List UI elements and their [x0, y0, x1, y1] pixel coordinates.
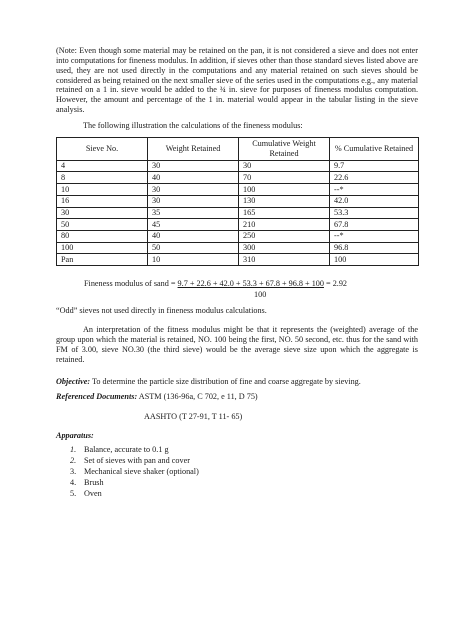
table-cell: 310: [239, 254, 330, 266]
table-row: [57, 230, 419, 242]
table-cell: 42.0: [330, 195, 419, 207]
objective-text: To determine the particle size distribution of fine and coarse aggregate by sieving.: [90, 376, 361, 386]
table-cell: 40: [148, 230, 239, 242]
odd-sieves-note: “Odd” sieves not used directly in fineness modulus calculations.: [56, 305, 267, 315]
table-header-row: [57, 137, 419, 160]
fineness-modulus-formula: [84, 279, 418, 289]
table-row: [57, 172, 419, 184]
list-item: 1. Balance, accurate to 0.1 g: [70, 445, 169, 455]
table-cell: 70: [239, 172, 330, 184]
table-cell: 53.3: [330, 207, 419, 219]
column-header-percent-cumulative: % Cumulative Retained: [330, 137, 419, 160]
table-cell: 250: [239, 230, 330, 242]
table-cell: 300: [239, 242, 330, 254]
table-cell: 30: [239, 160, 330, 172]
table-cell: 130: [239, 195, 330, 207]
table-cell: --*: [330, 184, 419, 196]
table-row: [57, 195, 419, 207]
table-row: [57, 242, 419, 254]
document-page: [56, 46, 418, 499]
list-item: 5. Oven: [70, 488, 102, 498]
table-cell: 100: [57, 242, 148, 254]
fineness-modulus-table: [56, 137, 419, 266]
formula-result: = 2.92: [323, 278, 348, 288]
table-cell: 80: [57, 230, 148, 242]
list-item: 3. Mechanical sieve shaker (optional): [70, 466, 199, 476]
table-cell: 10: [57, 184, 148, 196]
table-row: [57, 207, 419, 219]
table-cell: 50: [148, 242, 239, 254]
table-cell: 100: [330, 254, 419, 266]
table-cell: 9.7: [330, 160, 419, 172]
apparatus-heading: Apparatus:: [56, 431, 94, 441]
formula-numerator: 9.7 + 22.6 + 42.0 + 53.3 + 67.8 + 96.8 + 100: [177, 278, 324, 288]
list-item: 4. Brush: [70, 477, 104, 487]
objective-label: Objective:: [56, 376, 91, 386]
table-cell: 45: [148, 219, 239, 231]
formula-denominator: 100: [254, 289, 267, 299]
apparatus-list: [56, 445, 418, 498]
column-header-weight-retained: Weight Retained: [148, 137, 239, 160]
table-cell: --*: [330, 230, 419, 242]
table-cell: 165: [239, 207, 330, 219]
table-cell: 67.8: [330, 219, 419, 231]
column-header-sieve-no: Sieve No.: [57, 137, 148, 160]
references-line: [56, 392, 418, 402]
formula-lhs: Fineness modulus of sand =: [84, 278, 178, 288]
table-cell: 22.6: [330, 172, 419, 184]
table-cell: 100: [239, 184, 330, 196]
table-cell: 30: [148, 160, 239, 172]
interpretation-paragraph: An interpretation of the fitness modulus might be that it represents the (weighted) average of the group upon which the material is retained, NO. 100 being the first, NO. 50 second, etc. thus for the sand with FM of 3.00, sieve NO.30 (the third sieve) would be the average sieve size upon which the aggregate is retained.: [56, 325, 418, 364]
references-aashto: AASHTO (T 27-91, T 11- 65): [144, 411, 243, 421]
column-header-cumulative-weight: Cumulative Weight Retained: [239, 137, 330, 160]
references-label: Referenced Documents:: [56, 391, 138, 401]
table-row: [57, 160, 419, 172]
objective-line: [56, 377, 418, 387]
table-cell: 30: [148, 184, 239, 196]
table-cell: 30: [148, 195, 239, 207]
table-cell: 50: [57, 219, 148, 231]
note-paragraph: (Note: Even though some material may be retained on the pan, it is not considered a sieve and does not enter into computations for fineness modulus. In addition, if sieves other than those standard sieves listed above are used, they are not used directly in the computations and any material retained on such sieves should be considered as being retained on the next smaller sieve of the series used in the computations e.g., any material retained on a 1 in. sieve would be added to the ¾ in. sieve for purposes of fineness modulus computation. However, the amount and percentage of the 1 in. material would appear in the tabular listing in the sieve analysis.: [56, 46, 418, 115]
references-astm: ASTM (136-96a, C 702, e 11, D 75): [137, 391, 258, 401]
table-cell: 35: [148, 207, 239, 219]
table-caption: The following illustration the calculations of the fineness modulus:: [83, 120, 303, 130]
list-item: 2. Set of sieves with pan and cover: [70, 456, 190, 466]
table-row: [57, 254, 419, 266]
table-cell: 4: [57, 160, 148, 172]
table-cell: 8: [57, 172, 148, 184]
table-row: [57, 219, 419, 231]
table-cell: 40: [148, 172, 239, 184]
table-cell: Pan: [57, 254, 148, 266]
table-cell: 96.8: [330, 242, 419, 254]
table-cell: 10: [148, 254, 239, 266]
table-cell: 210: [239, 219, 330, 231]
table-row: [57, 184, 419, 196]
table-cell: 30: [57, 207, 148, 219]
table-cell: 16: [57, 195, 148, 207]
